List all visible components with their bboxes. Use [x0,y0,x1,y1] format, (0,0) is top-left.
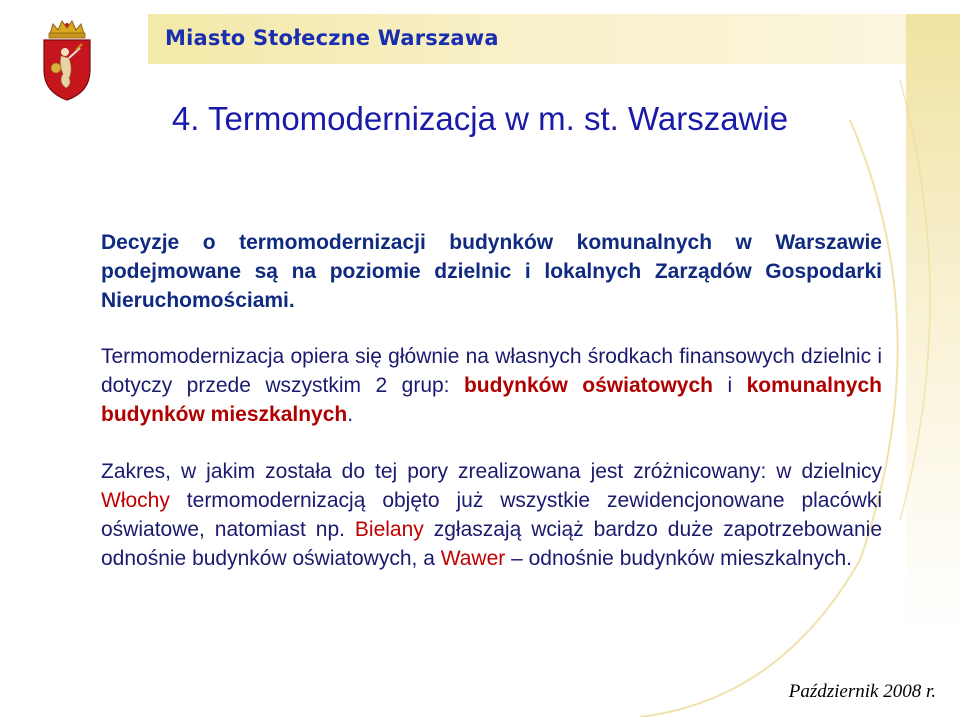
p3-text-1: Zakres, w jakim została do tej pory zrealizowana jest zróżnicowany: w dzielnicy [101,460,882,483]
paragraph-financing [101,342,882,429]
paragraph-decisions: Decyzje o termomodernizacji budynków komunalnych w Warszawie podejmowane są na poziomie dzielnic i lokalnych Zarządów Gospodarki Nieruchomościami. [101,231,882,312]
footer-date: Październik 2008 r. [788,681,936,702]
district-wawer: Wawer [440,547,506,570]
highlight-school-buildings: budynków oświatowych [463,374,713,397]
p2-text-2: i [713,374,747,397]
p2-text-1: Termomodernizacja opiera się głównie na własnych środkach finansowych dzielnic i dotyczy przede wszystkim 2 grup: [101,345,882,397]
p3-text-3: zgłaszają wciąż bardzo duże zapotrzebowanie odnośnie budynków oświatowych, a [101,518,883,570]
p2-text-3: . [347,403,354,426]
header-title: Miasto Stołeczne Warszawa [165,26,499,50]
p3-text-2: termomodernizacją objęto już wszystkie zewidencjonowane placówki oświatowe, natomiast np. [101,489,882,541]
highlight-residential-buildings: komunalnych budynków mieszkalnych [101,374,882,426]
p3-text-4: – odnośnie budynków mieszkalnych. [505,547,852,570]
warsaw-coat-of-arms-icon [36,18,98,102]
district-wlochy: Włochy [101,489,170,512]
slide-title: 4. Termomodernizacja w m. st. Warszawie [171,100,789,137]
paragraph-scope [101,457,882,573]
district-bielany: Bielany [354,518,424,541]
